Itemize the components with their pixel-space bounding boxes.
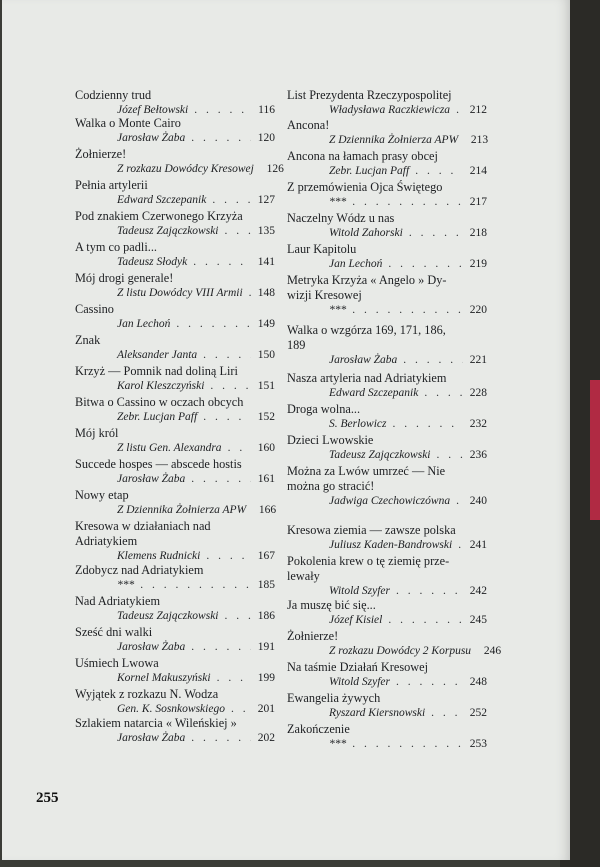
leader-dots <box>382 257 463 272</box>
toc-entry-author-line <box>287 706 487 721</box>
toc-entry-page: 228 <box>469 387 487 399</box>
toc-entry-page: 217 <box>469 196 487 208</box>
toc-entry-title: Na taśmie Działań Kresowej <box>287 660 429 674</box>
toc-entry-page: 242 <box>469 585 487 597</box>
leader-dots <box>452 538 463 553</box>
toc-entry-author-line <box>287 303 487 318</box>
toc-entry-author-line <box>75 255 275 270</box>
toc-entry-title: Zdobycz nad Adriatykiem <box>75 563 204 577</box>
toc-entry <box>287 629 502 659</box>
toc-entry-title: Laur Kapitolu <box>287 242 357 256</box>
page-number: 255 <box>36 790 59 806</box>
toc-entry-author: Z listu Dowódcy VIII Armii <box>117 287 243 299</box>
toc-entry-title: Z przemówienia Ojca Świętego <box>287 180 443 194</box>
toc-entry <box>287 242 487 272</box>
toc-entry-page: 149 <box>257 318 275 330</box>
toc-entry-author: *** <box>117 579 135 591</box>
toc-entry <box>75 625 275 655</box>
toc-entry-author: Z Dziennika Żołnierza APW <box>117 504 247 516</box>
toc-entry <box>75 147 284 177</box>
toc-entry-author: Jarosław Żaba <box>117 641 186 653</box>
toc-entry <box>75 271 275 301</box>
leader-dots <box>243 286 251 301</box>
toc-entry-author-line <box>75 702 275 717</box>
toc-entry-page: 151 <box>257 380 275 392</box>
toc-entry-title: Kresowa ziemia — zawsze polska <box>287 523 456 537</box>
toc-entry-title: 189 <box>287 338 306 352</box>
toc-entry <box>287 523 487 553</box>
toc-entry-author-line <box>75 348 275 363</box>
toc-entry-author-line <box>75 162 284 177</box>
toc-entry-author: Jarosław Żaba <box>117 473 186 485</box>
toc-entry-author: Edward Szczepanik <box>117 194 207 206</box>
toc-entry-author-line <box>287 584 487 599</box>
toc-entry <box>287 211 487 241</box>
toc-entry-page: 245 <box>469 614 487 626</box>
toc-entry-author-line <box>287 494 487 509</box>
toc-entry-author: Tadeusz Zajączkowski <box>329 449 431 461</box>
toc-entry-author-line <box>287 675 487 690</box>
toc-entry-author: Jarosław Żaba <box>117 732 186 744</box>
leader-dots <box>403 226 463 241</box>
toc-entry-page: 220 <box>469 304 487 316</box>
toc-entry-author-line <box>75 503 275 518</box>
toc-entry-author: Edward Szczepanik <box>329 387 419 399</box>
toc-entry <box>75 488 275 518</box>
toc-entry-author: Juliusz Kaden-Bandrowski <box>329 539 453 551</box>
toc-entry-author-line <box>75 441 275 456</box>
toc-entry <box>287 323 487 368</box>
toc-entry-author: *** <box>329 738 347 750</box>
toc-entry-page: 248 <box>469 676 487 688</box>
toc-entry-title: Uśmiech Lwowa <box>75 656 159 670</box>
leader-dots <box>425 706 463 721</box>
toc-entry-author: Ryszard Kiersnowski <box>329 707 426 719</box>
toc-entry-author: Zebr. Lucjan Paff <box>329 165 410 177</box>
toc-entry-author: Witold Zahorski <box>329 227 403 239</box>
toc-entry-author-line <box>75 193 275 208</box>
toc-entry <box>287 149 487 179</box>
toc-entry <box>75 656 275 686</box>
toc-entry-title: lewały <box>287 569 320 583</box>
toc-entry-author: Aleksander Janta <box>117 349 198 361</box>
toc-entry-page: 236 <box>469 449 487 461</box>
toc-entry-page: 219 <box>469 258 487 270</box>
toc-entry <box>75 178 275 208</box>
leader-dots <box>219 224 252 239</box>
toc-entry-page: 127 <box>257 194 275 206</box>
toc-entry-author: Jarosław Żaba <box>329 354 398 366</box>
toc-entry-author: *** <box>329 304 347 316</box>
toc-entry-author: Z listu Gen. Alexandra <box>117 442 222 454</box>
toc-entry-author-line <box>287 195 487 210</box>
toc-entry-author: Z Dziennika Żołnierza APW <box>329 134 459 146</box>
toc-entry-author-line <box>75 286 275 301</box>
toc-entry-page: 252 <box>469 707 487 719</box>
toc-entry-author: Jadwiga Czechowiczówna <box>329 495 451 507</box>
toc-entry <box>75 209 275 239</box>
toc-entry-title: Mój król <box>75 426 119 440</box>
toc-entry <box>75 302 275 332</box>
toc-entry <box>75 519 275 564</box>
toc-entry-title: Wyjątek z rozkazu N. Wodza <box>75 687 219 701</box>
toc-entry-page: 232 <box>469 418 487 430</box>
toc-entry-author: Tadeusz Zajączkowski <box>117 225 219 237</box>
leader-dots <box>222 441 251 456</box>
toc-entry-author-line <box>287 448 487 463</box>
toc-entry-author-line <box>287 257 487 272</box>
toc-entry-title: Cassino <box>75 302 114 316</box>
toc-entry <box>287 691 487 721</box>
toc-entry-author-line <box>287 164 487 179</box>
toc-entry-title: Szlakiem natarcia « Wileńskiej » <box>75 716 237 730</box>
toc-entry-author: Karol Kleszczyński <box>117 380 205 392</box>
toc-entry-author-line <box>75 549 275 564</box>
toc-entry-title: Znak <box>75 333 101 347</box>
toc-entry <box>287 371 487 401</box>
toc-entry <box>287 598 487 628</box>
toc-entry-title: Zakończenie <box>287 722 350 736</box>
leader-dots <box>346 303 463 318</box>
toc-entry <box>75 240 275 270</box>
leader-dots <box>382 613 463 628</box>
book-page <box>2 0 570 860</box>
toc-entry-author: Witold Szyfer <box>329 585 391 597</box>
leader-dots <box>409 164 463 179</box>
leader-dots <box>397 353 463 368</box>
toc-entry-author: S. Berlowicz <box>329 418 387 430</box>
toc-entry <box>75 333 275 363</box>
toc-entry-title: Pełnia artylerii <box>75 178 148 192</box>
toc-entry-title: Nad Adriatykiem <box>75 594 161 608</box>
toc-entry-page: 160 <box>257 442 275 454</box>
toc-entry-author: *** <box>329 196 347 208</box>
toc-entry-page: 185 <box>257 579 275 591</box>
toc-entry-page: 152 <box>257 411 275 423</box>
toc-entry-title: Droga wolna... <box>287 402 361 416</box>
toc-entry <box>287 722 487 752</box>
toc-entry-author-line <box>75 731 275 746</box>
toc-entry-title: Krzyż — Pomnik nad doliną Liri <box>75 364 238 378</box>
toc-entry-title: Ewangelia żywych <box>287 691 381 705</box>
toc-entry-author-line <box>287 417 487 432</box>
leader-dots <box>346 195 463 210</box>
toc-entry-author-line <box>75 671 275 686</box>
toc-entry-title: List Prezydenta Rzeczypospolitej <box>287 88 452 102</box>
toc-entry-page: 213 <box>470 134 489 146</box>
toc-entry-author: Józef Kisiel <box>329 614 383 626</box>
toc-entry-author: Witold Szyfer <box>329 676 391 688</box>
toc-entry-author-line <box>287 538 487 553</box>
leader-dots <box>187 255 251 270</box>
leader-dots <box>387 417 464 432</box>
leader-dots <box>450 103 463 118</box>
toc-entry-title: Mój drogi generale! <box>75 271 174 285</box>
toc-entry-author: Tadeusz Słodyk <box>117 256 188 268</box>
toc-entry-author-line <box>75 410 275 425</box>
toc-entry-author-line <box>75 317 275 332</box>
leader-dots <box>170 317 251 332</box>
toc-entry-page: 202 <box>257 732 275 744</box>
leader-dots <box>185 731 251 746</box>
toc-entry-page: 221 <box>469 354 487 366</box>
toc-entry-title: Succede hospes — abscede hostis <box>75 457 242 471</box>
toc-entry <box>287 402 487 432</box>
toc-entry-author-line <box>75 472 275 487</box>
toc-entry-author-line <box>287 644 502 659</box>
toc-entry-author-line <box>75 379 275 394</box>
toc-entry <box>287 464 487 509</box>
toc-entry-title: Ancona na łamach prasy obcej <box>287 149 438 163</box>
leader-dots <box>197 348 251 363</box>
toc-entry-title: Walka o Monte Cairo <box>75 116 181 130</box>
leader-dots <box>450 494 463 509</box>
leader-dots <box>390 584 463 599</box>
toc-entry <box>75 457 275 487</box>
toc-entry <box>75 116 275 146</box>
toc-entry-title: Ancona! <box>287 118 330 132</box>
toc-entry-title: Bitwa o Cassino w oczach obcych <box>75 395 244 409</box>
toc-entry-author-line <box>287 103 487 118</box>
toc-entry-author: Józef Bełtowski <box>117 104 189 116</box>
toc-entry-author: Gen. K. Sosnkowskiego <box>117 703 225 715</box>
toc-entry-title: Naczelny Wódz u nas <box>287 211 395 225</box>
leader-dots <box>418 386 463 401</box>
toc-entry-page: 253 <box>469 738 487 750</box>
toc-entry-title: Kresowa w działaniach nad <box>75 519 211 533</box>
toc-entry-page: 166 <box>258 504 277 516</box>
toc-entry-page: 116 <box>258 104 275 116</box>
toc-entry-page: 120 <box>257 132 275 144</box>
toc-entry-title: Nasza artyleria nad Adriatykiem <box>287 371 447 385</box>
toc-entry-author-line <box>287 226 487 241</box>
toc-entry-page: 240 <box>469 495 487 507</box>
toc-entry-title: Adriatykiem <box>75 534 138 548</box>
toc-entry-author-line <box>287 133 487 148</box>
toc-entry-page: 246 <box>483 645 502 657</box>
toc-entry-title: Ja muszę bić się... <box>287 598 376 612</box>
toc-entry-author-line <box>287 613 487 628</box>
toc-entry-page: 126 <box>266 163 284 175</box>
toc-entry-title: Pod znakiem Czerwonego Krzyża <box>75 209 243 223</box>
toc-entry-page: 199 <box>257 672 275 684</box>
toc-entry-page: 148 <box>257 287 275 299</box>
toc-entry-page: 186 <box>257 610 275 622</box>
leader-dots <box>185 131 251 146</box>
toc-entry-title: wizji Kresowej <box>287 288 362 302</box>
toc-entry-author-line <box>75 131 275 146</box>
toc-entry-title: Codzienny trud <box>75 88 152 102</box>
toc-entry-page: 167 <box>257 550 275 562</box>
toc-entry <box>75 88 275 118</box>
toc-entry-author-line <box>75 640 275 655</box>
toc-entry-author-line <box>75 609 275 624</box>
toc-entry <box>287 660 487 690</box>
leader-dots <box>185 472 251 487</box>
leader-dots <box>211 671 251 686</box>
toc-entry-page: 218 <box>469 227 487 239</box>
toc-entry-page: 135 <box>257 225 275 237</box>
toc-entry-author: Władysława Raczkiewicza <box>329 104 451 116</box>
toc-entry-author: Kornel Makuszyński <box>117 672 211 684</box>
toc-entry-page: 241 <box>469 539 487 551</box>
leader-dots <box>200 549 251 564</box>
toc-entry-title: Można za Lwów umrzeć — Nie <box>287 464 446 478</box>
leader-dots <box>390 675 463 690</box>
toc-entry-author-line <box>287 737 487 752</box>
leader-dots <box>206 193 251 208</box>
toc-entry-page: 212 <box>469 104 487 116</box>
toc-entry-author-line <box>75 224 275 239</box>
toc-entry-author-line <box>287 353 487 368</box>
leader-dots <box>346 737 463 752</box>
toc-entry-title: A tym co padli... <box>75 240 157 254</box>
toc-entry-title: Pokolenia krew o tę ziemię prze- <box>287 554 450 568</box>
toc-entry-author-line <box>287 386 487 401</box>
leader-dots <box>431 448 464 463</box>
leader-dots <box>185 640 251 655</box>
leader-dots <box>197 410 251 425</box>
toc-entry <box>287 118 487 148</box>
toc-entry <box>75 364 275 394</box>
toc-entry <box>287 433 487 463</box>
toc-entry-title: można go stracić! <box>287 479 375 493</box>
toc-entry-author: Z rozkazu Dowódcy 2 Korpusu <box>329 645 472 657</box>
toc-entry-title: Nowy etap <box>75 488 129 502</box>
leader-dots <box>219 609 252 624</box>
toc-entry-author: Jan Lechoń <box>117 318 171 330</box>
toc-entry-page: 201 <box>257 703 275 715</box>
toc-entry <box>75 426 275 456</box>
toc-entry-author: Jarosław Żaba <box>117 132 186 144</box>
toc-entry-page: 161 <box>257 473 275 485</box>
toc-entry-author: Tadeusz Zajączkowski <box>117 610 219 622</box>
background-red-object <box>590 380 600 520</box>
toc-entry-author-line <box>75 578 275 593</box>
toc-entry-title: Walka o wzgórza 169, 171, 186, <box>287 323 446 337</box>
toc-entry-title: Żołnierze! <box>75 147 127 161</box>
toc-entry-author: Klemens Rudnicki <box>117 550 201 562</box>
toc-entry-title: Sześć dni walki <box>75 625 153 639</box>
toc-entry <box>287 180 487 210</box>
toc-entry-page: 141 <box>257 256 275 268</box>
toc-entry <box>75 594 275 624</box>
leader-dots <box>134 578 251 593</box>
toc-entry <box>75 716 275 746</box>
toc-entry <box>75 395 275 425</box>
toc-entry <box>75 563 275 593</box>
toc-entry <box>287 88 487 118</box>
toc-entry-author: Z rozkazu Dowódcy Kresowej <box>117 163 254 175</box>
toc-entry-page: 191 <box>257 641 275 653</box>
toc-entry <box>287 273 487 318</box>
toc-entry-title: Metryka Krzyża « Angelo » Dy- <box>287 273 447 287</box>
toc-entry-author: Jan Lechoń <box>329 258 383 270</box>
toc-entry-page: 150 <box>257 349 275 361</box>
toc-entry-title: Dzieci Lwowskie <box>287 433 374 447</box>
toc-entry-author: Zebr. Lucjan Paff <box>117 411 198 423</box>
toc-entry <box>75 687 275 717</box>
toc-entry-page: 214 <box>469 165 487 177</box>
leader-dots <box>204 379 251 394</box>
toc-entry <box>287 554 487 599</box>
toc-entry-title: Żołnierze! <box>287 629 339 643</box>
leader-dots <box>225 702 251 717</box>
